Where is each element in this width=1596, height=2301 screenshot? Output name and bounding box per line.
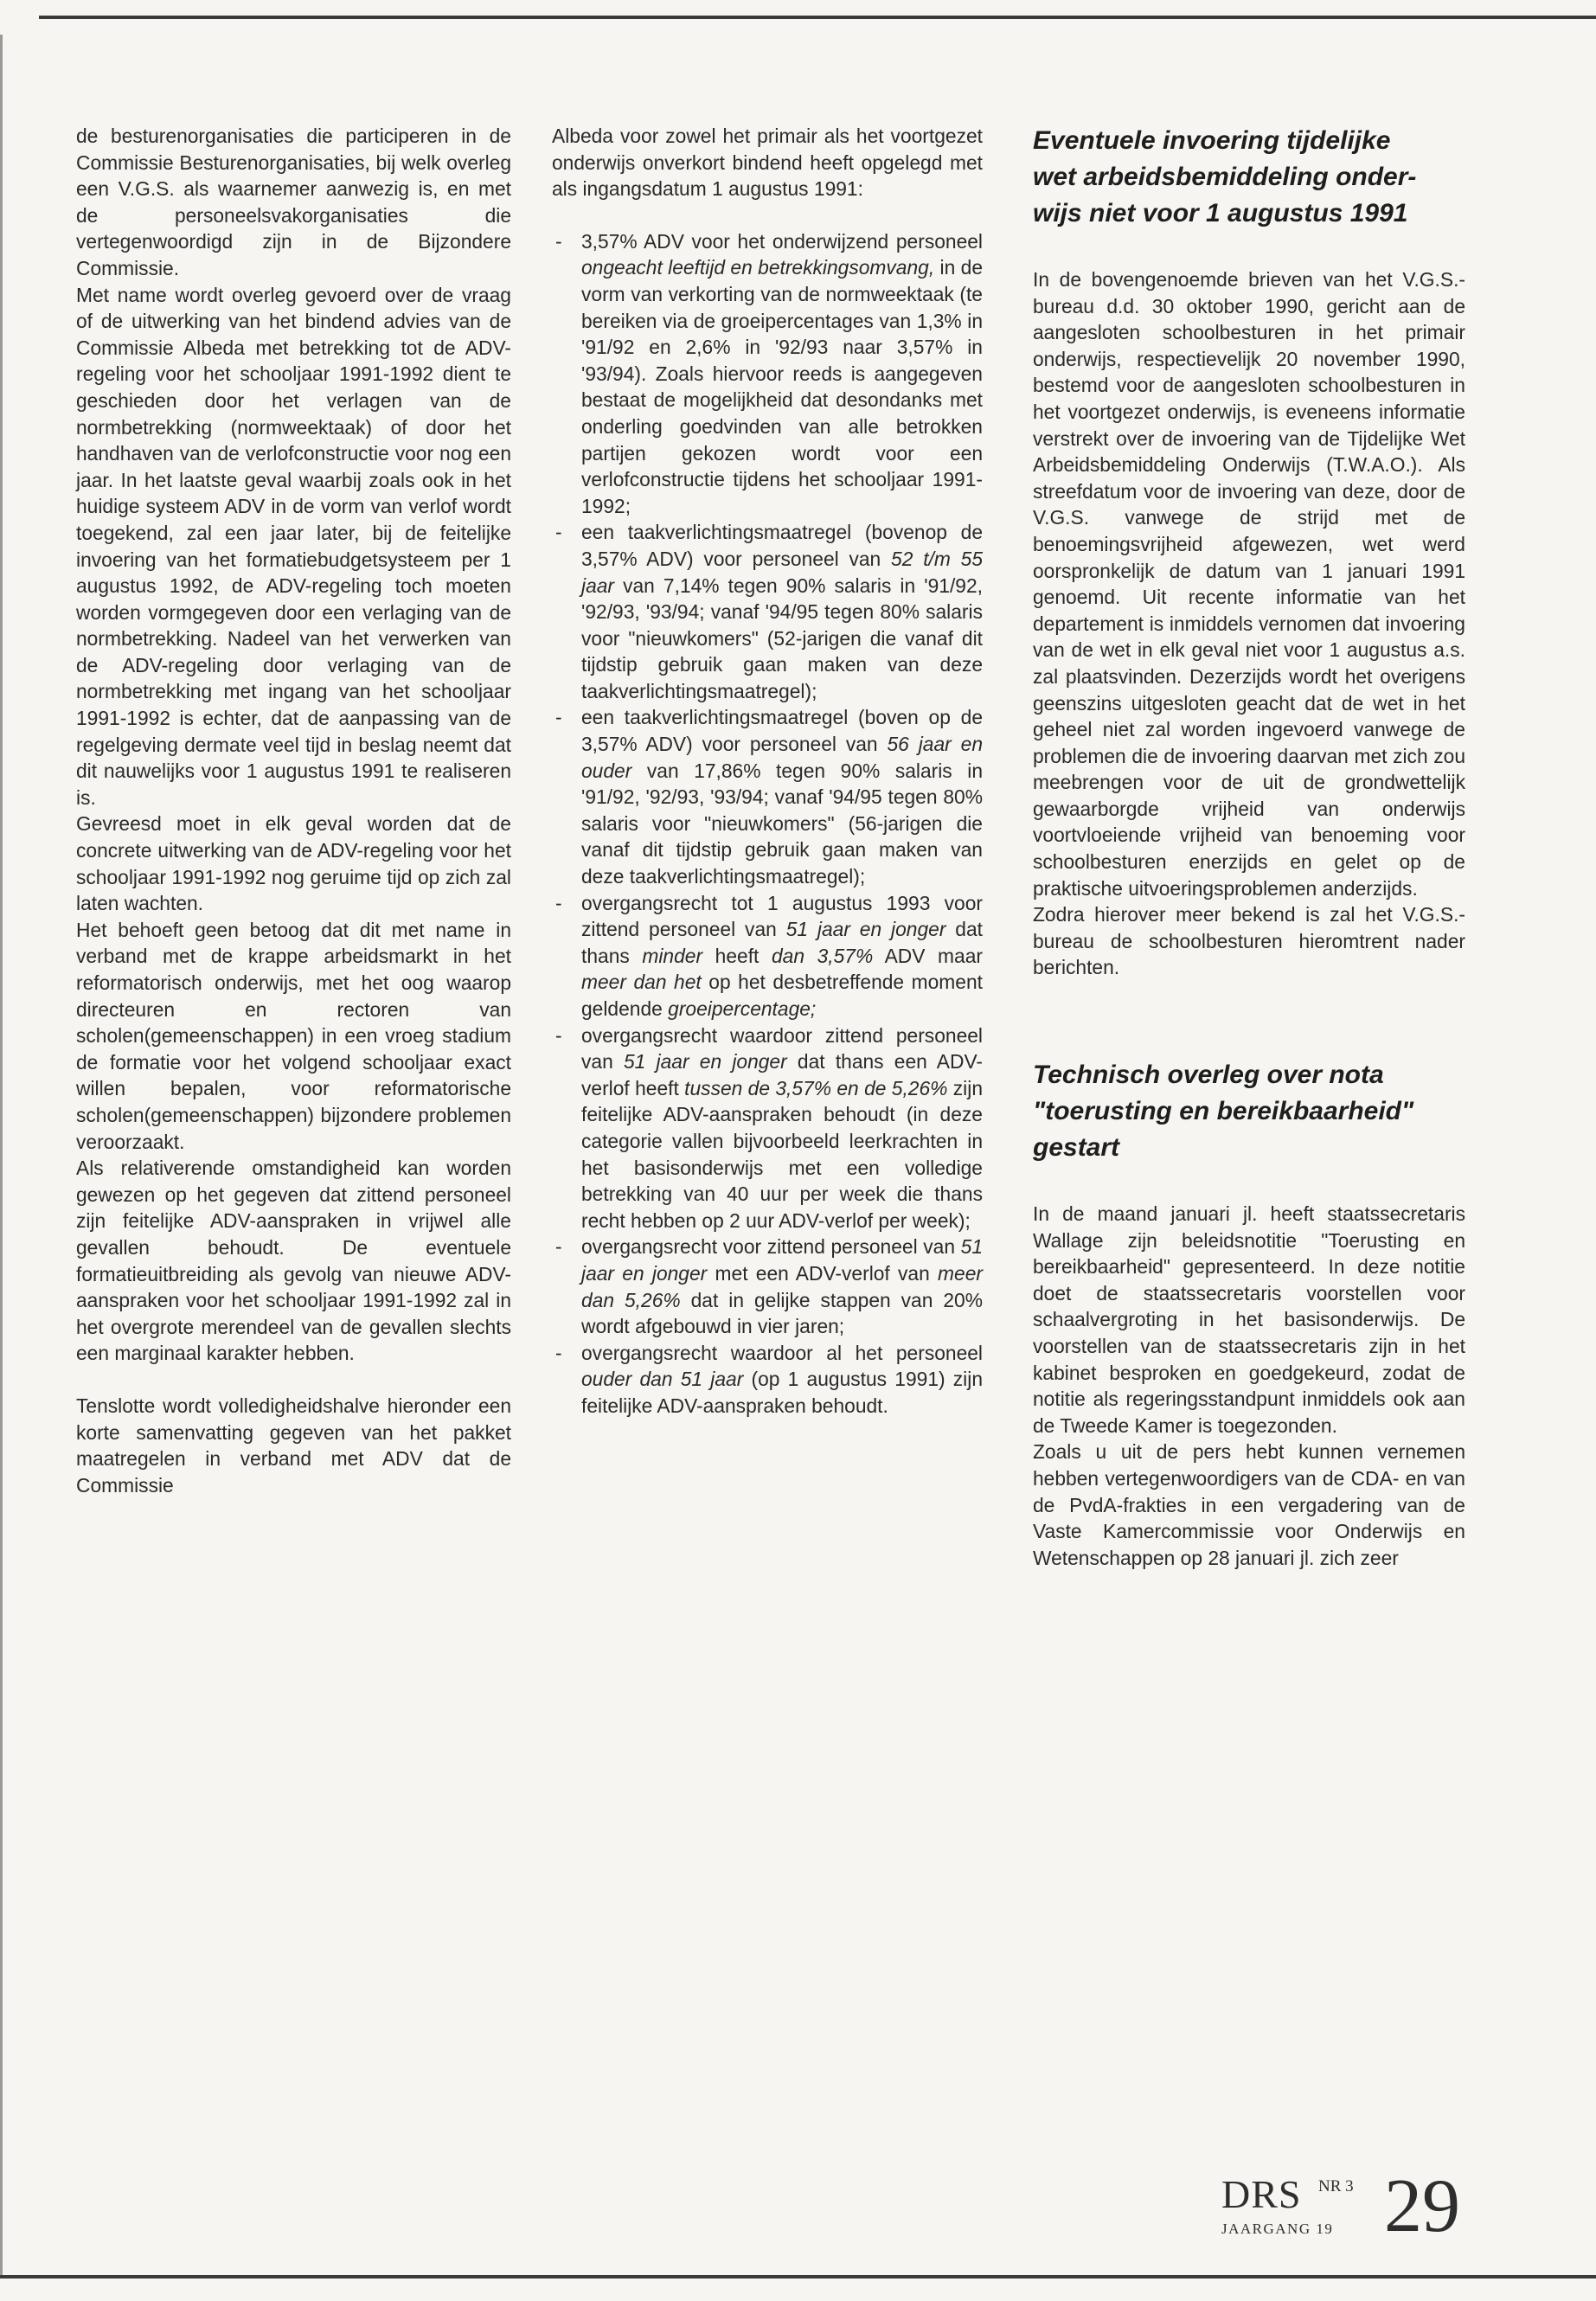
emphasis-text: meer dan 5,26%	[581, 1261, 983, 1311]
left-edge-rule	[0, 35, 3, 2275]
issue-number: NR 3	[1318, 2177, 1354, 2195]
heading-line: wet arbeidsbemiddeling onder-	[1033, 163, 1417, 191]
list-item	[552, 1234, 983, 1339]
list-item	[552, 704, 983, 889]
heading-line: gestart	[1033, 1133, 1120, 1163]
heading-line: wijs niet voor 1 augustus 1991	[1033, 199, 1408, 228]
list-item-text: dat in gelijke stappen van 20% wordt afgebouwd in vier jaren;	[581, 1288, 983, 1338]
heading-line: Eventuele invoering tijdelijke	[1033, 126, 1391, 155]
list-item-text: ADV maar	[873, 944, 983, 967]
list-item-text: dat thans een ADV-verlof heeft	[581, 1050, 983, 1099]
paragraph: Als relativerende omstandigheid kan worden gewezen op het gegeven dat zittend personeel zijn feitelijke ADV-aanspraken in vrijwel alle gevallen behoudt. De eventuele formatieuitbreiding als gevolg van nieuwe ADV-aanspraken voor het schooljaar 1991-1992 zal in het overgrote merendeel van de gevallen slechts een marginaal karakter hebben.	[76, 1157, 511, 1365]
list-item-text: heeft	[702, 944, 772, 967]
list-item-text: dat thans	[581, 918, 983, 967]
emphasis-text: 52 t/m 55 jaar	[581, 547, 984, 597]
paragraph: Met name wordt overleg gevoerd over de vraag of de uitwerking van het bindend advies van de Commissie Albeda met betrekking tot de ADV-regeling voor het schooljaar 1991-1992 dient te geschieden door het verlagen van de normbetrekking (normweektaak) of door het handhaven van de verlofconstructie voor nog een jaar. In het laatste geval waarbij zoals ook in het huidige systeem ADV in de vorm van verlof wordt toegekend, zal een jaar later, bij de feitelijke invoering van het formatiebudgetsysteem per 1 augustus 1992, de ADV-regeling toch moeten worden vormgegeven door een verlaging van de normbetrekking. Nadeel van het verwerken van de ADV-regeling door verlaging van de normbetrekking met ingang van het schooljaar 1991-1992 is echter, dat de aanpassing van de regelgeving dermate veel tijd in beslag neemt dat dit nauwelijks voor 1 augustus 1991 te realiseren is.	[76, 283, 511, 809]
list-item	[552, 228, 983, 520]
emphasis-text: 51 jaar en jonger	[785, 918, 946, 941]
list-item	[552, 1340, 983, 1420]
list-item-text: overgangsrecht voor zittend personeel van	[581, 1235, 961, 1259]
emphasis-text: dan 3,57%	[771, 944, 874, 967]
list-item-text: een taakverlichtingsmaatregel (boven op de 3,57% ADV) voor personeel van	[581, 706, 983, 756]
emphasis-text: 56 jaar en ouder	[581, 733, 983, 782]
emphasis-text: ongeacht leeftijd en betrekkingsomvang,	[581, 256, 935, 279]
page-footer	[1221, 2164, 1464, 2259]
heading-line: "toerusting en bereikbaarheid"	[1033, 1097, 1414, 1126]
list-item	[552, 519, 983, 704]
emphasis-text: groeipercentage;	[668, 997, 817, 1020]
list-item-text: van 17,86% tegen 90% salaris in '91/92, '92/93, '93/94; vanaf '94/95 tegen 80% salaris voor "nieuwkomers" (56-jarigen die vanaf dit tijdstip gebruik gaan maken van deze taakverlichtingsmaatregel);	[581, 759, 983, 888]
list-item-text: zijn feitelijke ADV-aanspraken behoudt (in deze categorie vallen bijvoorbeeld leerkrachten in het basisonderwijs met een volledige betrekking van 40 uur per week die thans recht hebben op 2 uur ADV-verlof per week);	[581, 1076, 983, 1232]
emphasis-text: minder	[642, 944, 703, 967]
list-item	[552, 1022, 983, 1234]
adv-measures-list	[552, 228, 983, 1420]
list-item-text: overgangsrecht waardoor al het personeel	[581, 1341, 983, 1364]
section-heading-toerusting	[1033, 1057, 1465, 1166]
volume-label: JAARGANG 19	[1221, 2221, 1334, 2237]
list-item-text: in de vorm van verkorting van de normweektaak (te bereiken via de groeipercentages van 1,3% in '91/92 en 2,6% in '92/93 naar 3,57% in '93/94). Zoals hiervoor reeds is aangegeven bestaat de mogelijkheid dat desondanks met onderling goedvinden van alle betrokken partijen gekozen wordt voor een verlofconstructie tijdens het schooljaar 1991-1992;	[581, 256, 983, 517]
column-1	[76, 123, 511, 1498]
emphasis-text: meer dan het	[581, 971, 702, 994]
list-item-text: een taakverlichtingsmaatregel (bovenop de 3,57% ADV) voor personeel van	[581, 521, 983, 570]
list-item-text: op het desbetreffende moment geldende	[581, 971, 983, 1020]
list-item-text: overgangsrecht tot 1 augustus 1993 voor zittend personeel van	[581, 891, 983, 941]
list-item-text: overgangsrecht waardoor zittend personeel van	[581, 1023, 983, 1074]
list-item-text: met een ADV-verlof van	[707, 1261, 939, 1285]
list-item-text: 3,57% ADV voor het onderwijzend personeel	[581, 229, 983, 253]
paragraph: Het behoeft geen betoog dat dit met name in verband met de krappe arbeidsmarkt in het reformatorisch onderwijs, met het oog waarop directeuren en rectoren van scholen(gemeenschappen) in een vroeg stadium de formatie voor het volgend schooljaar exact willen bepalen, voor reformatorische scholen(gemeenschappen) bijzondere problemen veroorzaakt.	[76, 918, 511, 1153]
column-2	[552, 123, 983, 1420]
paragraph: Zoals u uit de pers hebt kunnen vernemen hebben vertegenwoordigers van de CDA- en van de PvdA-frakties in een vergadering van de Vaste Kamercommissie voor Onderwijs en Wetenschappen op 28 januari jl. zich zeer	[1033, 1440, 1465, 1569]
magazine-name: DRS	[1221, 2172, 1302, 2216]
list-item	[552, 890, 983, 1022]
emphasis-text: ouder dan 51 jaar	[581, 1368, 744, 1391]
list-item-text: (op 1 augustus 1991) zijn feitelijke ADV-aanspraken behoudt.	[581, 1368, 983, 1417]
top-rule	[39, 16, 1596, 19]
intro-paragraph: Albeda voor zowel het primair als het voortgezet onderwijs onverkort bindend heeft opgelegd met als ingangsdatum 1 augustus 1991:	[552, 125, 983, 201]
paragraph: Zodra hierover meer bekend is zal het V.G.S.-bureau de schoolbesturen hieromtrent nader berichten.	[1033, 903, 1465, 979]
paragraph: Tenslotte wordt volledigheidshalve hieronder een korte samenvatting gegeven van het pakket maatregelen in verband met ADV dat de Commissie	[76, 1394, 511, 1497]
paragraph: In de maand januari jl. heeft staatssecretaris Wallage zijn beleidsnotitie "Toerusting en bereikbaarheid" gepresenteerd. In deze notitie doet de staatssecretaris voorstellen voor schaalvergroting in het basisonderwijs. De voorstellen van de staatssecretaris zijn in het kabinet besproken en goedgekeurd, zodat de notitie als regeringsstandpunt inmiddels ook aan de Tweede Kamer is toegezonden.	[1033, 1202, 1465, 1437]
emphasis-text: 51 jaar en jonger	[581, 1235, 983, 1285]
paragraph: Gevreesd moet in elk geval worden dat de concrete uitwerking van de ADV-regeling voor het schooljaar 1991-1992 nog geruime tijd op zich zal laten wachten.	[76, 812, 511, 915]
emphasis-text: tussen de 3,57% en de 5,26%	[684, 1076, 948, 1099]
page-number: 29	[1384, 2164, 1460, 2248]
column-3	[1033, 123, 1465, 1571]
heading-line: Technisch overleg over nota	[1033, 1061, 1384, 1090]
bottom-rule	[0, 2275, 1596, 2279]
paragraph: In de bovengenoemde brieven van het V.G.S.-bureau d.d. 30 oktober 1990, gericht aan de aangesloten schoolbesturen in het primair onderwijs, respectievelijk 20 november 1990, bestemd voor de aangesloten schoolbesturen in het voortgezet onderwijs, is eveneens informatie verstrekt over de invoering van de Tijdelijke Wet Arbeidsbemiddeling Onderwijs (T.W.A.O.). Als streefdatum voor de invoering van deze, door de V.G.S. vanwege de strijd met de benoemingsvrijheid afgewezen, wet werd oorspronkelijk de datum van 1 januari 1991 genoemd. Uit recente informatie van het departement is inmiddels vernomen dat invoering van de wet in elk geval niet voor 1 augustus a.s. zal plaatsvinden. Dezerzijds wordt het overigens geenszins uitgesloten geacht dat de wet in het geheel niet zal worden ingevoerd vanwege de problemen die de invoering daarvan met zich zou meebrengen voor de uit de grondwettelijk gewaarborgde vrijheid van onderwijs voortvloeiende vrijheid van benoeming voor schoolbesturen enerzijds en gelet op de praktische uitvoeringsproblemen anderzijds.	[1033, 268, 1465, 900]
list-item-text: van 7,14% tegen 90% salaris in '91/92, '92/93, '93/94; vanaf '94/95 tegen 80% salaris voor "nieuwkomers" (52-jarigen die vanaf dit tijdstip gebruik gaan maken van deze taakverlichtingsmaatregel);	[581, 574, 983, 702]
emphasis-text: 51 jaar en jonger	[623, 1050, 787, 1074]
section-heading-twao	[1033, 123, 1465, 232]
paragraph: de besturenorganisaties die participeren in de Commissie Besturenorganisaties, bij welk overleg een V.G.S. als waarnemer aanwezig is, en met de personeelsvakorganisaties die vertegenwoordigd zijn in de Bijzondere Commissie.	[76, 125, 511, 279]
